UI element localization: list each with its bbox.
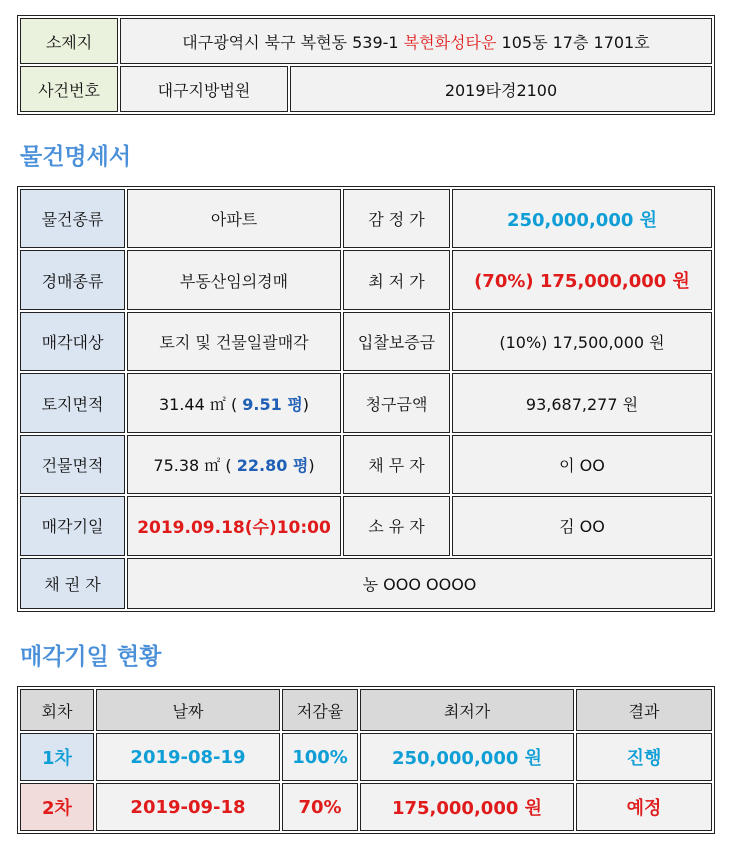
header-table (17, 15, 715, 115)
header-round: 회차 (20, 689, 94, 731)
row2-date: 2019-09-18 (96, 783, 280, 831)
location-prefix: 대구광역시 북구 복현동 539-1 (182, 32, 399, 52)
location-highlight: 복현화성타운 (403, 32, 497, 52)
target-value: 토지 및 건물일괄매각 (127, 312, 341, 371)
auction-type-value: 부동산임의경매 (127, 250, 341, 309)
debtor-value: 이 OO (452, 435, 712, 494)
creditor-value: 농 OOO OOOO (127, 558, 712, 609)
auction-type-label: 경매종류 (20, 250, 125, 309)
table-row (20, 733, 712, 781)
row2-rate: 70% (282, 783, 358, 831)
appraisal-value: 250,000,000 원 (452, 189, 712, 248)
property-type-label: 물건종류 (20, 189, 125, 248)
land-area-value: 31.44 ㎡ ( 9.51 평) (127, 373, 341, 432)
row1-date: 2019-08-19 (96, 733, 280, 781)
land-area-sqm: 31.44 ㎡ (158, 394, 226, 414)
location-suffix: 105동 17층 1701호 (501, 32, 650, 52)
min-price-value: (70%) 175,000,000 원 (452, 250, 712, 309)
row1-result: 진행 (576, 733, 712, 781)
row1-round: 1차 (20, 733, 94, 781)
location-label: 소제지 (20, 18, 118, 64)
building-area-value: 75.38 ㎡ ( 22.80 평) (127, 435, 341, 494)
header-price: 최저가 (360, 689, 574, 731)
owner-value: 김 OO (452, 496, 712, 555)
sale-date-value: 2019.09.18(수)10:00 (127, 496, 341, 555)
section-title-details: 물건명세서 (20, 144, 132, 170)
building-area-label: 건물면적 (20, 435, 125, 494)
building-area-sqm: 75.38 ㎡ (153, 456, 221, 476)
land-area-label: 토지면적 (20, 373, 125, 432)
min-price-label: 최 저 가 (343, 250, 450, 309)
deposit-label: 입찰보증금 (343, 312, 450, 371)
sale-date-label: 매각기일 (20, 496, 125, 555)
header-rate: 저감율 (282, 689, 358, 731)
row1-rate: 100% (282, 733, 358, 781)
table-row (20, 783, 712, 831)
land-area-pyeong: 9.51 평 (242, 394, 303, 414)
claim-value: 93,687,277 원 (452, 373, 712, 432)
building-area-pyeong: 22.80 평 (236, 456, 309, 476)
header-result: 결과 (576, 689, 712, 731)
row2-round: 2차 (20, 783, 94, 831)
creditor-label: 채 권 자 (20, 558, 125, 609)
owner-label: 소 유 자 (343, 496, 450, 555)
property-type-value: 아파트 (127, 189, 341, 248)
location-value (120, 18, 712, 64)
details-table (17, 186, 715, 612)
case-number: 2019타경2100 (290, 66, 712, 112)
row1-price: 250,000,000 원 (360, 733, 574, 781)
claim-label: 청구금액 (343, 373, 450, 432)
case-label: 사건번호 (20, 66, 118, 112)
deposit-value: (10%) 17,500,000 원 (452, 312, 712, 371)
header-date: 날짜 (96, 689, 280, 731)
section-title-schedule: 매각기일 현황 (20, 644, 162, 670)
debtor-label: 채 무 자 (343, 435, 450, 494)
target-label: 매각대상 (20, 312, 125, 371)
schedule-table (17, 686, 715, 834)
row2-result: 예정 (576, 783, 712, 831)
row2-price: 175,000,000 원 (360, 783, 574, 831)
appraisal-label: 감 정 가 (343, 189, 450, 248)
court-name: 대구지방법원 (120, 66, 288, 112)
